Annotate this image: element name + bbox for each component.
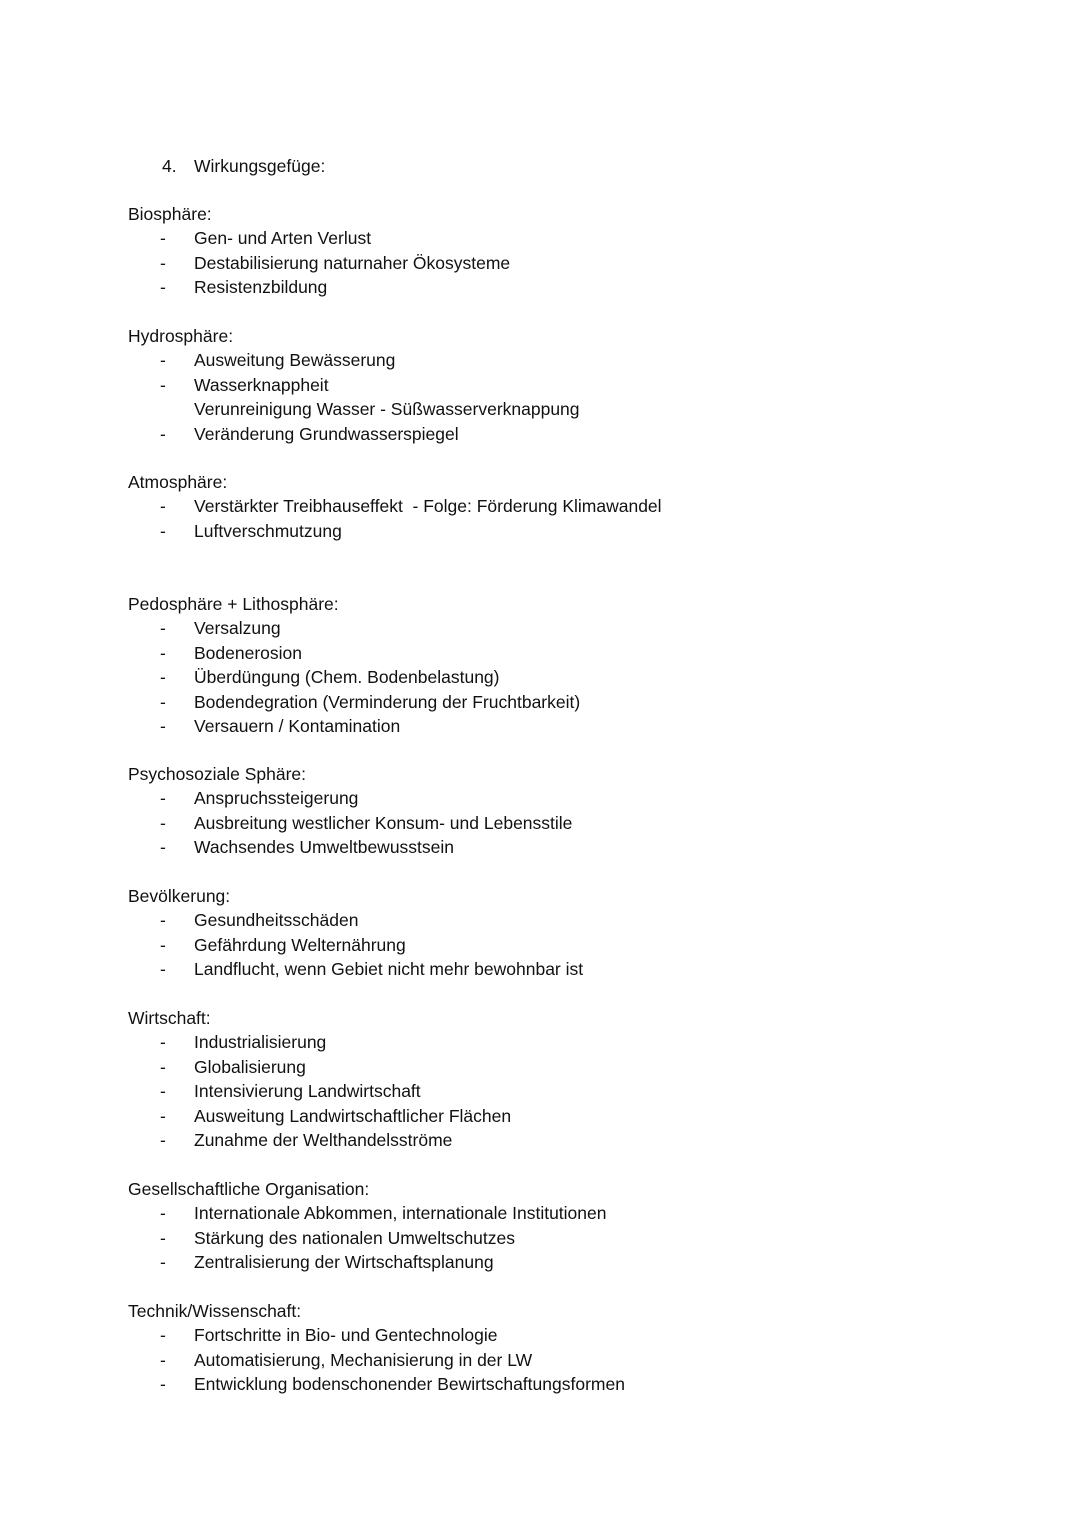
list-item (128, 908, 1028, 932)
list-item (128, 251, 1028, 275)
list-item-text: Wachsendes Umweltbewusstsein (194, 837, 455, 858)
list-item-text: Stärkung des nationalen Umweltschutzes (194, 1227, 516, 1248)
list-item-text: Gefährdung Welternährung (194, 934, 406, 955)
bullet-dash: - (160, 691, 166, 712)
section-technik (128, 1299, 1028, 1397)
list-item-text: Fortschritte in Bio- und Gentechnologie (194, 1325, 498, 1346)
list-item (128, 1128, 1028, 1152)
bullet-dash: - (160, 812, 166, 833)
bullet-dash: - (160, 1252, 166, 1273)
section-title: Bevölkerung: (128, 886, 231, 906)
bullet-dash: - (160, 1227, 166, 1248)
bullet-dash: - (160, 423, 166, 444)
list-item (128, 422, 1028, 446)
bullet-dash: - (160, 252, 166, 273)
list-item (128, 373, 1028, 397)
bullet-dash: - (160, 959, 166, 980)
section-title: Psychosoziale Sphäre: (128, 764, 307, 784)
list-item-text: Luftverschmutzung (194, 520, 342, 541)
list-item (128, 1201, 1028, 1225)
list-item-text: Ausbreitung westlicher Konsum- und Lebensstile (194, 812, 573, 833)
bullet-dash: - (160, 1203, 166, 1224)
list-item-text: Überdüngung (Chem. Bodenbelastung) (194, 667, 500, 688)
list-item-text: Gesundheitsschäden (194, 910, 359, 931)
list-item (128, 933, 1028, 957)
list-item-text: Ausweitung Landwirtschaftlicher Flächen (194, 1105, 512, 1126)
bullet-dash: - (160, 520, 166, 541)
bullet-dash: - (160, 642, 166, 663)
list-item (128, 519, 1028, 543)
list-item-text: Gen- und Arten Verlust (194, 228, 372, 249)
list-item (128, 1104, 1028, 1128)
list-item-text: Bodenerosion (194, 642, 302, 663)
section-title: Atmosphäre: (128, 472, 228, 492)
bullet-dash: - (160, 496, 166, 517)
section-hydrosphaere (128, 324, 1028, 446)
section-title: Biosphäre: (128, 204, 212, 224)
section-title: Gesellschaftliche Organisation: (128, 1179, 370, 1199)
list-item-text: Industrialisierung (194, 1032, 327, 1053)
list-item-text: Globalisierung (194, 1056, 306, 1077)
list-item (128, 1323, 1028, 1347)
heading-title: Wirkungsgefüge: (194, 156, 326, 176)
list-item (128, 1079, 1028, 1103)
list-item (128, 397, 1028, 421)
list-item (128, 275, 1028, 299)
bullet-dash: - (160, 1032, 166, 1053)
bullet-dash: - (160, 1325, 166, 1346)
list-item (128, 690, 1028, 714)
bullet-dash: - (160, 788, 166, 809)
list-item-text: Automatisierung, Mechanisierung in der LW (194, 1349, 533, 1370)
bullet-dash: - (160, 228, 166, 249)
section-title: Hydrosphäre: (128, 326, 234, 346)
list-item-text: Internationale Abkommen, internationale Institutionen (194, 1203, 607, 1224)
list-item (128, 957, 1028, 981)
list-item (128, 641, 1028, 665)
list-item-text: Ausweitung Bewässerung (194, 350, 396, 371)
section-heading (162, 154, 325, 178)
bullet-dash: - (160, 618, 166, 639)
list-item (128, 835, 1028, 859)
section-psychosozial (128, 762, 1028, 860)
bullet-dash: - (160, 934, 166, 955)
bullet-dash: - (160, 1105, 166, 1126)
list-item (128, 348, 1028, 372)
list-item (128, 1226, 1028, 1250)
list-item (128, 1348, 1028, 1372)
section-wirtschaft (128, 1006, 1028, 1152)
section-atmosphaere (128, 470, 1028, 543)
list-item (128, 786, 1028, 810)
list-item (128, 714, 1028, 738)
list-item-text: Anspruchssteigerung (194, 788, 359, 809)
list-item (128, 494, 1028, 518)
section-title: Pedosphäre + Lithosphäre: (128, 594, 339, 614)
bullet-dash: - (160, 910, 166, 931)
list-item (128, 226, 1028, 250)
list-item-text: Versalzung (194, 618, 281, 639)
list-item-text: Resistenzbildung (194, 277, 328, 298)
bullet-dash: - (160, 1374, 166, 1395)
bullet-dash: - (160, 350, 166, 371)
bullet-dash: - (160, 277, 166, 298)
list-item (128, 616, 1028, 640)
list-item-text: Entwicklung bodenschonender Bewirtschaftungsformen (194, 1374, 625, 1395)
section-title: Wirtschaft: (128, 1008, 211, 1028)
bullet-dash: - (160, 837, 166, 858)
bullet-dash: - (160, 1056, 166, 1077)
list-item (128, 665, 1028, 689)
bullet-dash: - (160, 1129, 166, 1150)
list-item (128, 1250, 1028, 1274)
list-item (128, 811, 1028, 835)
list-item-text: Wasserknappheit (194, 374, 329, 395)
list-item-text: Veränderung Grundwasserspiegel (194, 423, 459, 444)
list-item-text: Verstärkter Treibhauseffekt - Folge: Förderung Klimawandel (194, 496, 662, 517)
section-gesellschaft (128, 1177, 1028, 1275)
list-item (128, 1372, 1028, 1396)
list-item-text: Destabilisierung naturnaher Ökosysteme (194, 252, 511, 273)
list-item-text: Intensivierung Landwirtschaft (194, 1081, 421, 1102)
bullet-dash: - (160, 374, 166, 395)
bullet-dash: - (160, 1349, 166, 1370)
heading-number: 4. (162, 156, 177, 176)
bullet-dash: - (160, 667, 166, 688)
bullet-dash: - (160, 1081, 166, 1102)
section-bevoelkerung (128, 884, 1028, 982)
bullet-dash: - (160, 715, 166, 736)
section-biosphaere (128, 202, 1028, 300)
list-item-text: Zentralisierung der Wirtschaftsplanung (194, 1252, 494, 1273)
list-item-text: Verunreinigung Wasser - Süßwasserverknappung (194, 399, 580, 420)
list-item (128, 1055, 1028, 1079)
section-title: Technik/Wissenschaft: (128, 1301, 302, 1321)
list-item-text: Bodendegration (Verminderung der Fruchtbarkeit) (194, 691, 581, 712)
list-item-text: Zunahme der Welthandelsströme (194, 1129, 453, 1150)
list-item (128, 1030, 1028, 1054)
list-item-text: Versauern / Kontamination (194, 715, 401, 736)
section-pedosphaere (128, 592, 1028, 738)
list-item-text: Landflucht, wenn Gebiet nicht mehr bewohnbar ist (194, 959, 584, 980)
